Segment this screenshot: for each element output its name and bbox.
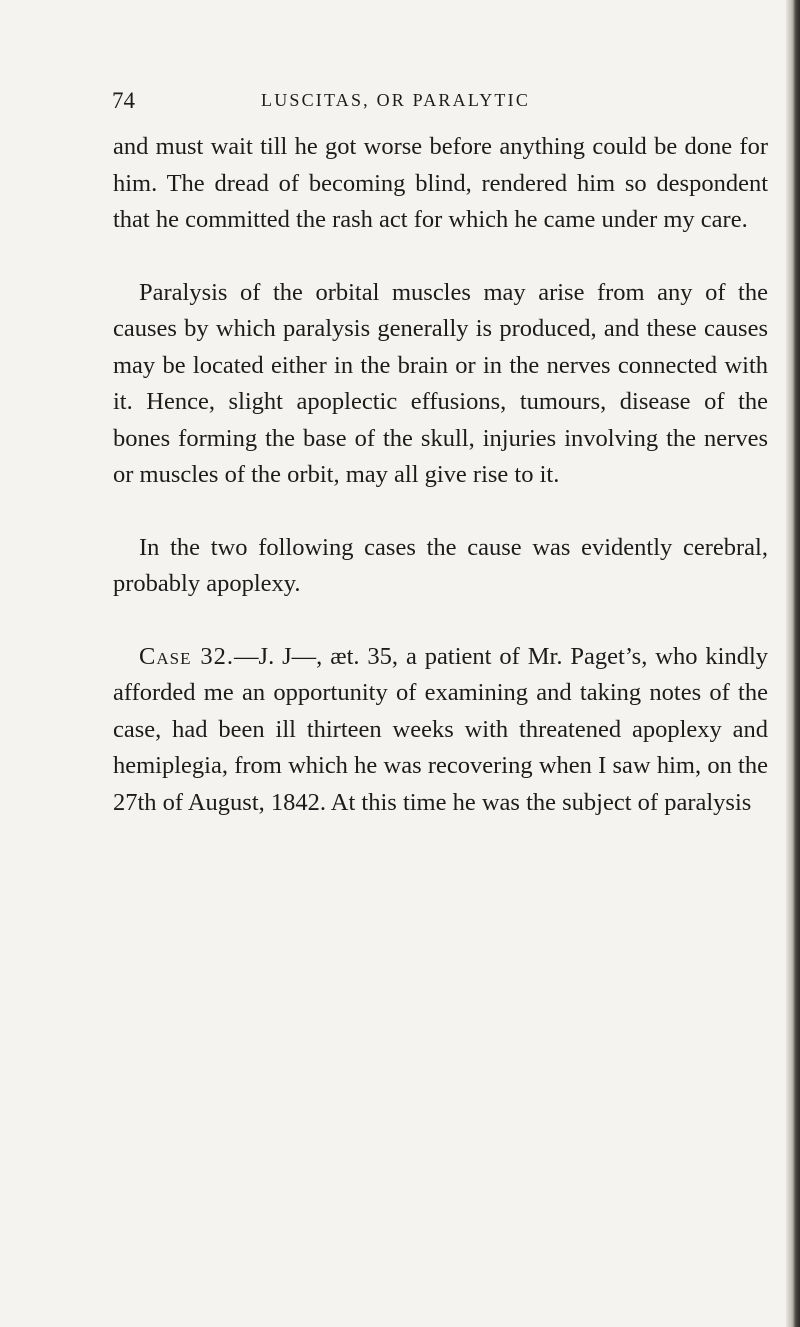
paragraph-case-32: [113, 639, 768, 822]
page-number: 74: [112, 88, 135, 113]
paragraph-paralysis-causes: Paralysis of the orbital muscles may arise from any of the causes by which paralysis generally is produced, and these causes may be located either in the brain or in the nerves connected with it. Hence, slight apoplectic effusions, tumours, disease of the bones forming the base of the skull, injuries involving the nerves or muscles of the orbit, may all give rise to it.: [113, 278, 768, 488]
running-title: LUSCITAS, OR PARALYTIC: [261, 90, 531, 110]
page-header: [112, 88, 772, 118]
case-32-text: —J. J—, æt. 35, a patient of Mr. Paget’s, who kindly afforded me an opportunity of examining and taking notes of the case, had been ill thirteen weeks with threatened apoplexy and hemiplegia, from which he was recovering when I saw him, on the 27th of August, 1842. At this time he was the subject of paralysis: [113, 642, 768, 816]
page-edge-shadow: [786, 0, 800, 1327]
body-text: [113, 129, 768, 821]
paragraph-continuation: and must wait till he got worse before anything could be done for him. The dread of becoming blind, rendered him so despondent that he committed the rash act for which he came under my care.: [113, 133, 768, 233]
paragraph-following-cases: In the two following cases the cause was evidently cerebral, probably apoplexy.: [113, 533, 768, 597]
case-label: Case 32.: [139, 642, 235, 670]
